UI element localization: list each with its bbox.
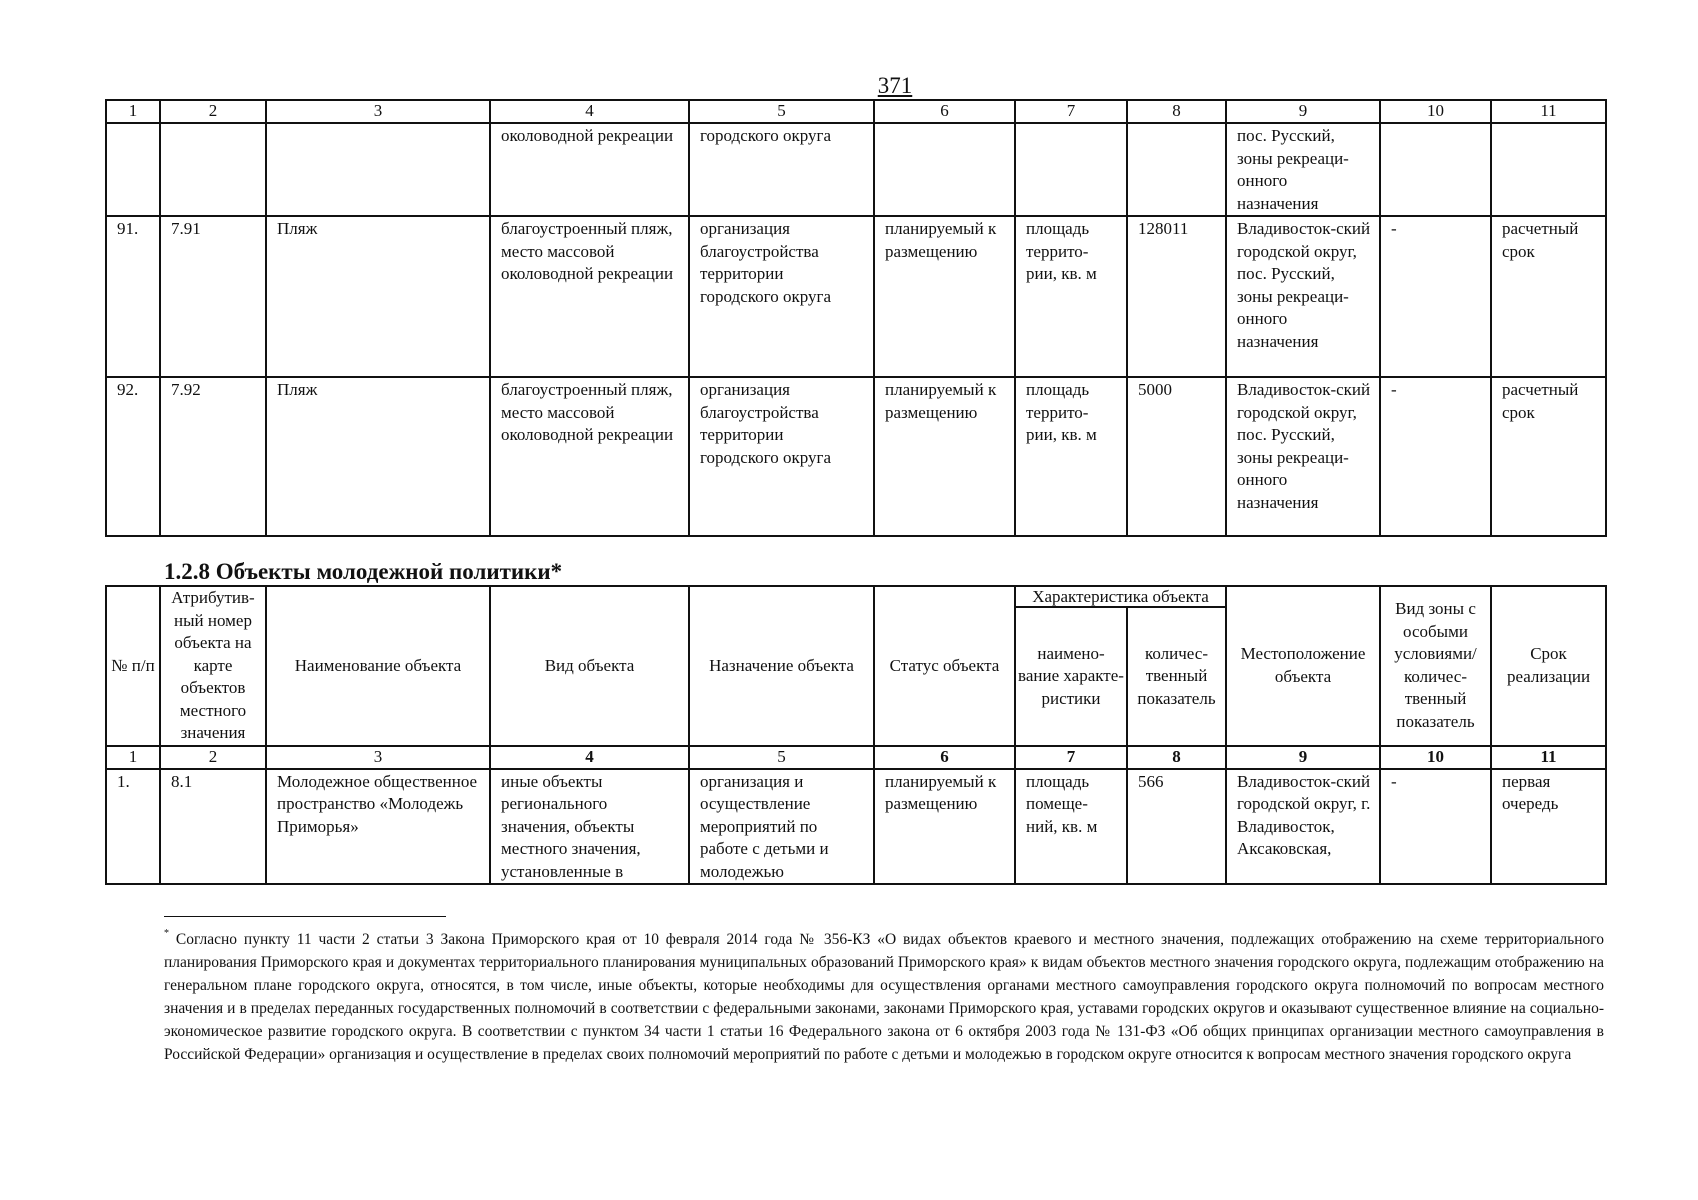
cell-name: [266, 123, 490, 216]
footnote-divider: [164, 916, 446, 917]
cell-status: планируемый к размещению: [874, 769, 1015, 885]
cell-type: благоустроенный пляж, место массовой околоводной рекреации: [490, 216, 689, 377]
column-number: 11: [1491, 746, 1606, 769]
table-row: [106, 216, 1606, 377]
cell-num: 1.: [106, 769, 160, 885]
header-num: № п/п: [106, 586, 160, 746]
cell-char-value: 5000: [1127, 377, 1226, 536]
cell-status: [874, 123, 1015, 216]
column-number: 10: [1380, 746, 1491, 769]
cell-zone: -: [1380, 769, 1491, 885]
column-number: 6: [874, 100, 1015, 123]
cell-attr: [160, 123, 266, 216]
cell-location: Владивосток-ский городской округ, пос. Русский, зоны рекреаци-онного назначения: [1226, 216, 1380, 377]
cell-zone: -: [1380, 377, 1491, 536]
column-number: 2: [160, 100, 266, 123]
header-purpose: Назначение объекта: [689, 586, 874, 746]
table-waterfront-objects: [105, 99, 1607, 537]
section-title: 1.2.8 Объекты молодежной политики*: [164, 559, 563, 584]
table-row-continued: [106, 123, 1606, 216]
footnote-text: Согласно пункту 11 части 2 статьи 3 Закона Приморского края от 10 февраля 2014 года № 356-КЗ «О видах объектов краевого и местного значения, подлежащих отображению на схеме территориального планирования Приморского края и документах территориального планирования муниципальных образований Приморского края» к видам объектов местного значения городского округа, подлежащим отображению на генеральном плане городского округа, относятся, в том числе, иные объекты, которые необходимы для осуществления органами местного самоуправления городского округа полномочий по вопросам местного значения и в пределах переданных государственных полномочий в соответствии с федеральными законами, законами Приморского края, уставами городских округов и оказывают существенное влияние на социально-экономическое развитие городского округа. В соответствии с пунктом 34 части 1 статьи 16 Федерального закона от 6 октября 2003 года № 131-ФЗ «Об общих принципах организации местного самоуправления в Российской Федерации» организация и осуществление в пределах своих полномочий мероприятий по работе с детьми и молодежью в городском округе относится к вопросам местного значения городского округа: [164, 931, 1604, 1063]
header-status: Статус объекта: [874, 586, 1015, 746]
cell-zone: -: [1380, 216, 1491, 377]
cell-attr: 7.92: [160, 377, 266, 536]
header-name: Наименование объекта: [266, 586, 490, 746]
cell-term: [1491, 123, 1606, 216]
cell-num: 91.: [106, 216, 160, 377]
cell-num: 92.: [106, 377, 160, 536]
column-number: 8: [1127, 100, 1226, 123]
cell-purpose: организация и осуществление мероприятий по работе с детьми и молодежью: [689, 769, 874, 885]
cell-type: благоустроенный пляж, место массовой околоводной рекреации: [490, 377, 689, 536]
header-attr-number: Атрибутив-ный номер объекта на карте объектов местного значения: [160, 586, 266, 746]
cell-char-value: 128011: [1127, 216, 1226, 377]
cell-char-value: 566: [1127, 769, 1226, 885]
header-characteristics: Характеристика объекта: [1015, 586, 1226, 607]
cell-term: первая очередь: [1491, 769, 1606, 885]
cell-char-value: [1127, 123, 1226, 216]
column-numbers-row: [106, 100, 1606, 123]
cell-type: иные объекты регионального значения, объекты местного значения, установленные в: [490, 769, 689, 885]
cell-name: Молодежное общественное пространство «Молодежь Приморья»: [266, 769, 490, 885]
cell-name: Пляж: [266, 216, 490, 377]
footnote-mark: *: [164, 928, 169, 939]
cell-status: планируемый к размещению: [874, 377, 1015, 536]
cell-type: околоводной рекреации: [490, 123, 689, 216]
column-number: 3: [266, 100, 490, 123]
cell-purpose: организация благоустройства территории городского округа: [689, 216, 874, 377]
header-zone: Вид зоны с особыми условиями/ количес-твенный показатель: [1380, 586, 1491, 746]
column-number: 3: [266, 746, 490, 769]
column-number: 6: [874, 746, 1015, 769]
column-number: 9: [1226, 100, 1380, 123]
header-term: Срок реализации: [1491, 586, 1606, 746]
column-numbers-row: [106, 746, 1606, 769]
column-number: 4: [490, 746, 689, 769]
column-number: 8: [1127, 746, 1226, 769]
cell-location: Владивосток-ский городской округ, г. Владивосток, Аксаковская,: [1226, 769, 1380, 885]
cell-term: расчетный срок: [1491, 216, 1606, 377]
column-number: 5: [689, 746, 874, 769]
header-row: [106, 586, 1606, 607]
cell-attr: 7.91: [160, 216, 266, 377]
cell-char-name: [1015, 123, 1127, 216]
column-number: 11: [1491, 100, 1606, 123]
cell-num: [106, 123, 160, 216]
footnote: [164, 928, 1604, 1066]
column-number: 10: [1380, 100, 1491, 123]
table-youth-policy-objects: [105, 585, 1607, 885]
column-number: 7: [1015, 746, 1127, 769]
cell-purpose: организация благоустройства территории городского округа: [689, 377, 874, 536]
cell-term: расчетный срок: [1491, 377, 1606, 536]
column-number: 5: [689, 100, 874, 123]
column-number: 9: [1226, 746, 1380, 769]
header-location: Местоположение объекта: [1226, 586, 1380, 746]
page-number: 371: [877, 73, 913, 98]
header-char-name: наимено-вание характе-ристики: [1015, 607, 1127, 745]
column-number: 1: [106, 100, 160, 123]
cell-location: Владивосток-ский городской округ, пос. Русский, зоны рекреаци-онного назначения: [1226, 377, 1380, 536]
cell-char-name: площадь помеще-ний, кв. м: [1015, 769, 1127, 885]
column-number: 2: [160, 746, 266, 769]
table-row: [106, 377, 1606, 536]
cell-location: пос. Русский, зоны рекреаци-онного назначения: [1226, 123, 1380, 216]
header-char-value: количес-твенный показатель: [1127, 607, 1226, 745]
column-number: 1: [106, 746, 160, 769]
cell-zone: [1380, 123, 1491, 216]
column-number: 7: [1015, 100, 1127, 123]
column-number: 4: [490, 100, 689, 123]
cell-name: Пляж: [266, 377, 490, 536]
cell-attr: 8.1: [160, 769, 266, 885]
header-type: Вид объекта: [490, 586, 689, 746]
cell-purpose: городского округа: [689, 123, 874, 216]
table-row: [106, 769, 1606, 885]
cell-char-name: площадь террито-рии, кв. м: [1015, 377, 1127, 536]
cell-char-name: площадь террито-рии, кв. м: [1015, 216, 1127, 377]
cell-status: планируемый к размещению: [874, 216, 1015, 377]
